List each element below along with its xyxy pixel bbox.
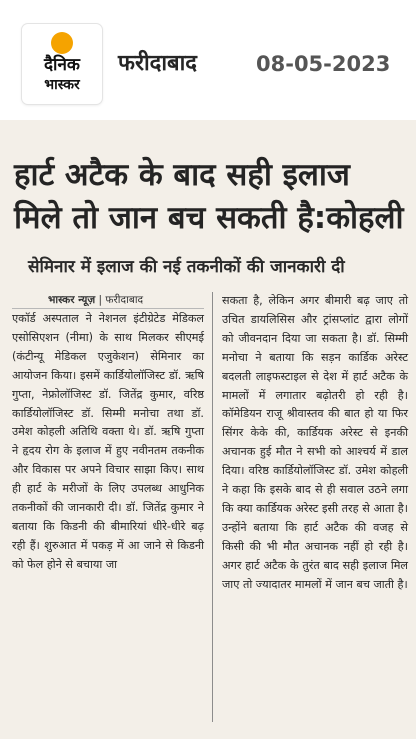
byline-source: भास्कर न्यूज़ [48, 294, 96, 306]
article-column-left: एकॉर्ड अस्पताल ने नेशनल इंटीग्रेटेड मेडिकल एसोसिएशन (नीमा) के साथ मिलकर सीएमई (कंटीन्यू मेडिकल एजुकेशन) सेमिनार का आयोजन किया। इसमें कार्डियोलॉजिस्ट डॉ. ऋषि गुप्ता, नेफ्रोलॉजिस्ट डॉ. जितेंद्र कुमार, वरिष्ठ कार्डियोलॉजिस्ट डॉ. सिम्मी मनोचा तथा डॉ. उमेश कोहली अतिथि वक्ता थे। डॉ. ऋषि गुप्ता ने हृदय रोग के इलाज में हुए नवीनतम तकनीक और विकास पर अपने विचार साझा किए। साथ ही हार्ट के मरीजों के लिए उपलब्ध आधुनिक तकनीकों की जानकारी दी। डॉ. जितेंद्र कुमार ने बताया कि किडनी की बीमारियां धीरे-धीरे बढ़ रही हैं। शुरुआत में पकड़ में आ जाने से किडनी को फेल होने से बचाया जा [12, 312, 204, 571]
headline-line-1: हार्ट अटैक के बाद सही इलाज [14, 157, 350, 193]
logo-text-line1: दैनिक [44, 55, 80, 75]
byline-separator: | [98, 294, 106, 306]
edition-date: 08-05-2023 [256, 52, 391, 76]
subheadline: सेमिनार में इलाज की नई तकनीकों की जानकारी दी [28, 257, 345, 277]
sun-logo-icon [51, 32, 73, 54]
byline-city: फरीदाबाद [105, 294, 144, 306]
logo-text-line2: भास्कर [44, 77, 80, 93]
byline-divider [12, 308, 204, 309]
article-column-right: सकता है, लेकिन अगर बीमारी बढ़ जाए तो उचित डायलिसिस और ट्रांसप्लांट द्वारा लोगों को जीवनदान दिया जा सकता है। डॉ. सिम्मी मनोचा ने बताया कि सड़न कार्डिक अरेस्ट बदलती लाइफस्टाइल से देश में हार्ट अटैक के मामलों में लगातार बढ़ोतरी हो रही है। कॉमेडियन राजू श्रीवास्तव की बात हो या फिर सिंगर केके की, कार्डियक अरेस्ट से इनकी अचानक हुई मौत ने सभी को आश्चर्य में डाल दिया। वरिष्ठ कार्डियोलॉजिस्ट डॉ. उमेश कोहली ने कहा कि इसके बाद से ही सवाल उठने लगा कि क्या कार्डियक अरेस्ट इसी तरह से आता है। उन्होंने बताया कि हार्ट अटैक की वजह से किसी की भी मौत अचानक नहीं हो रही है। अगर हार्ट अटैक के तुरंत बाद सही इलाज मिल जाए तो ज्यादातर मामलों में जान बच जाती है। [222, 294, 408, 591]
clipping-header [0, 0, 416, 120]
edition-city: फरीदाबाद [118, 51, 197, 76]
headline-line-2: मिले तो जान बच सकती है:कोहली [14, 200, 404, 236]
dainik-bhaskar-logo [22, 24, 102, 104]
byline [48, 292, 143, 308]
column-divider [212, 292, 213, 722]
